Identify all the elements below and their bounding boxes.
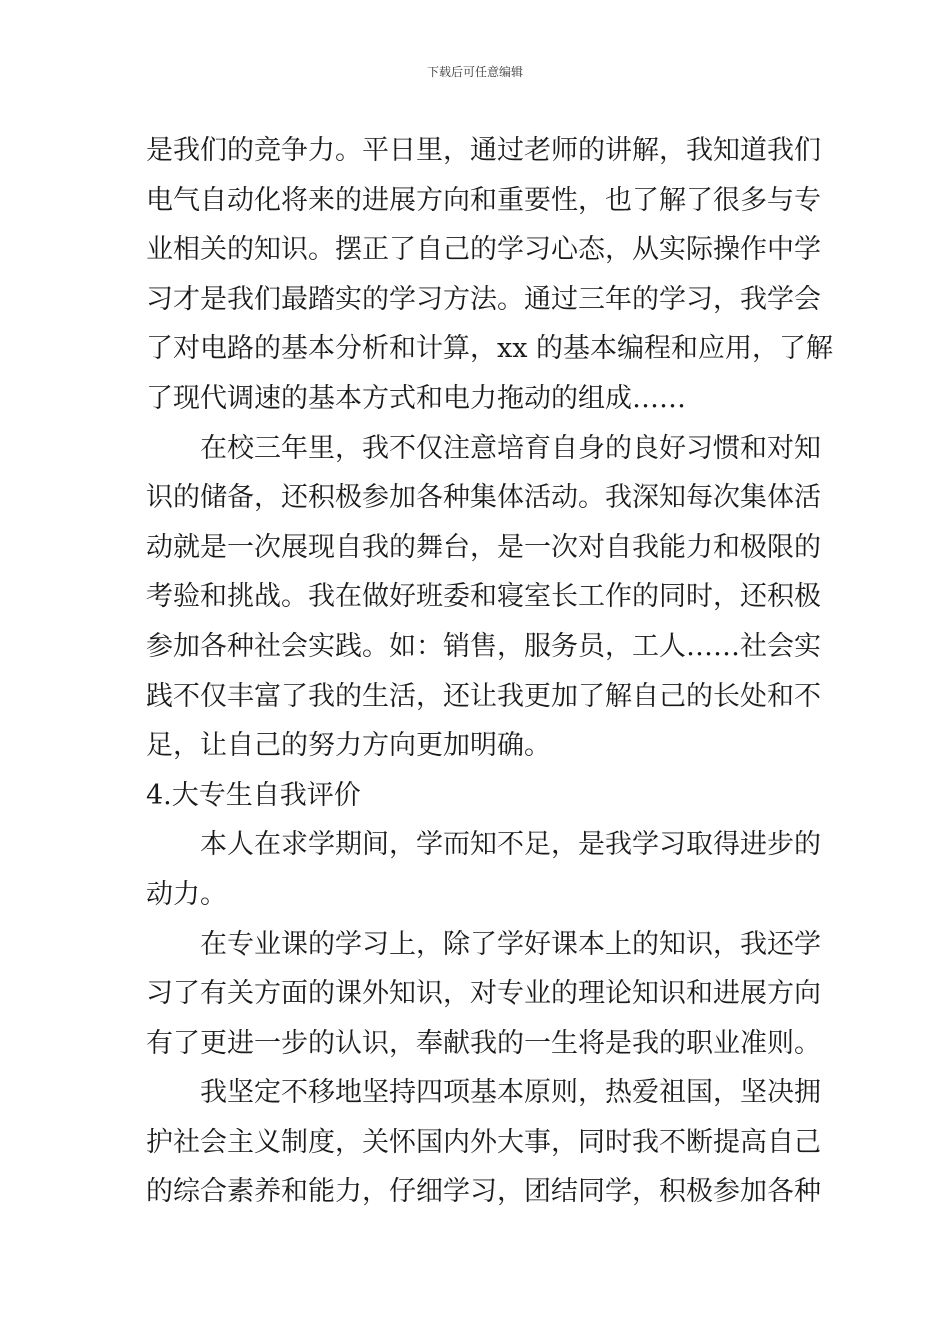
text-line: 践不仅丰富了我的生活，还让我更加了解自己的长处和不	[146, 680, 821, 712]
text-line: 了对电路的基本分析和计算，xx 的基本编程和应用，了解	[146, 333, 834, 365]
text-line: 护社会主义制度，关怀国内外大事，同时我不断提高自己	[146, 1126, 821, 1158]
text-line: 习了有关方面的课外知识，对专业的理论知识和进展方向	[146, 978, 821, 1010]
text-line: 参加各种社会实践。如：销售，服务员，工人……社会实	[146, 630, 821, 662]
text-line: 电气自动化将来的进展方向和重要性，也了解了很多与专	[146, 184, 821, 216]
text-line: 了现代调速的基本方式和电力拖动的组成……	[146, 382, 686, 414]
text-line: 业相关的知识。摆正了自己的学习心态，从实际操作中学	[146, 234, 821, 266]
text-line: 在专业课的学习上，除了学好课本上的知识，我还学	[200, 928, 821, 960]
text-line: 我坚定不移地坚持四项基本原则，热爱祖国，坚决拥	[200, 1077, 821, 1109]
text-line: 有了更进一步的认识，奉献我的一生将是我的职业准则。	[146, 1027, 821, 1059]
text-line: 在校三年里，我不仅注意培育自身的良好习惯和对知	[200, 432, 821, 464]
document-body	[146, 126, 834, 1217]
text-line: 考验和挑战。我在做好班委和寝室长工作的同时，还积极	[146, 581, 821, 613]
section-heading: 4.大专生自我评价	[146, 779, 361, 811]
text-line: 本人在求学期间，学而知不足，是我学习取得进步的	[200, 829, 821, 861]
text-line: 是我们的竞争力。平日里，通过老师的讲解，我知道我们	[146, 135, 821, 166]
page-header: 下载后可任意编辑	[426, 65, 523, 79]
text-line: 足，让自己的努力方向更加明确。	[146, 730, 551, 762]
text-line: 习才是我们最踏实的学习方法。通过三年的学习，我学会	[146, 283, 821, 315]
text-line: 动力。	[146, 878, 227, 910]
text-line: 动就是一次展现自我的舞台，是一次对自我能力和极限的	[146, 531, 821, 563]
text-line: 的综合素养和能力，仔细学习，团结同学，积极参加各种	[146, 1176, 821, 1208]
text-line: 识的储备，还积极参加各种集体活动。我深知每次集体活	[146, 482, 821, 514]
